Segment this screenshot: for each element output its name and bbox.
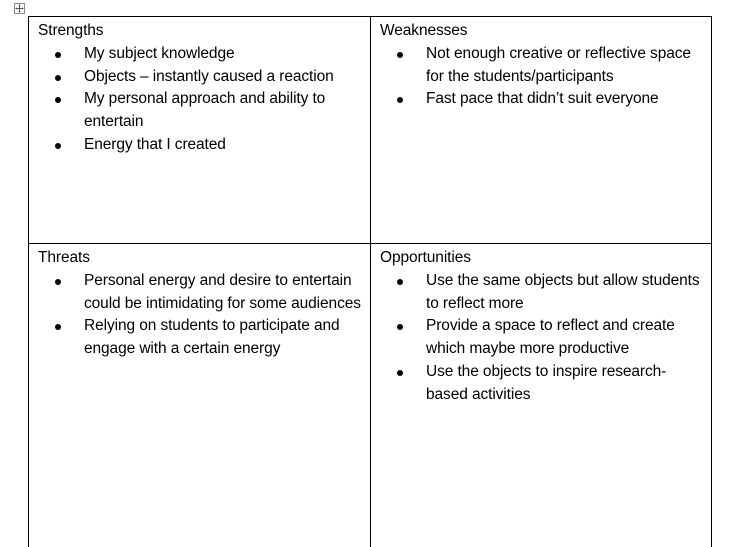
opportunities-title: Opportunities bbox=[380, 247, 703, 270]
bullet-icon bbox=[55, 75, 61, 81]
threats-cell[interactable] bbox=[29, 244, 371, 547]
bullet-icon bbox=[397, 52, 403, 58]
swot-table bbox=[28, 16, 712, 547]
list-item: Personal energy and desire to entertain could be intimidating for some audiences bbox=[84, 270, 362, 316]
strengths-title: Strengths bbox=[38, 20, 362, 43]
bullet-icon bbox=[397, 370, 403, 376]
weaknesses-title: Weaknesses bbox=[380, 20, 703, 43]
list-item: Not enough creative or reflective space for the students/participants bbox=[426, 43, 703, 89]
bullet-icon bbox=[397, 97, 403, 103]
table-move-handle-icon[interactable] bbox=[14, 3, 25, 14]
strengths-cell[interactable] bbox=[29, 17, 371, 244]
list-item: Relying on students to participate and engage with a certain energy bbox=[84, 315, 362, 361]
weaknesses-list bbox=[380, 43, 703, 111]
list-item: Use the same objects but allow students to reflect more bbox=[426, 270, 703, 316]
opportunities-cell[interactable] bbox=[371, 244, 712, 547]
list-item: Provide a space to reflect and create which maybe more productive bbox=[426, 315, 703, 361]
bullet-icon bbox=[55, 97, 61, 103]
bullet-icon bbox=[397, 324, 403, 330]
bullet-icon bbox=[397, 279, 403, 285]
bullet-icon bbox=[55, 324, 61, 330]
threats-title: Threats bbox=[38, 247, 362, 270]
list-item: Objects – instantly caused a reaction bbox=[84, 66, 362, 89]
list-item: My subject knowledge bbox=[84, 43, 362, 66]
threats-list bbox=[38, 270, 362, 361]
bullet-icon bbox=[55, 279, 61, 285]
opportunities-list bbox=[380, 270, 703, 407]
weaknesses-cell[interactable] bbox=[371, 17, 712, 244]
bullet-icon bbox=[55, 52, 61, 58]
list-item: Fast pace that didn’t suit everyone bbox=[426, 88, 703, 111]
list-item: Use the objects to inspire research-based activities bbox=[426, 361, 703, 407]
list-item: My personal approach and ability to entertain bbox=[84, 88, 362, 134]
list-item: Energy that I created bbox=[84, 134, 362, 157]
bullet-icon bbox=[55, 143, 61, 149]
strengths-list bbox=[38, 43, 362, 157]
